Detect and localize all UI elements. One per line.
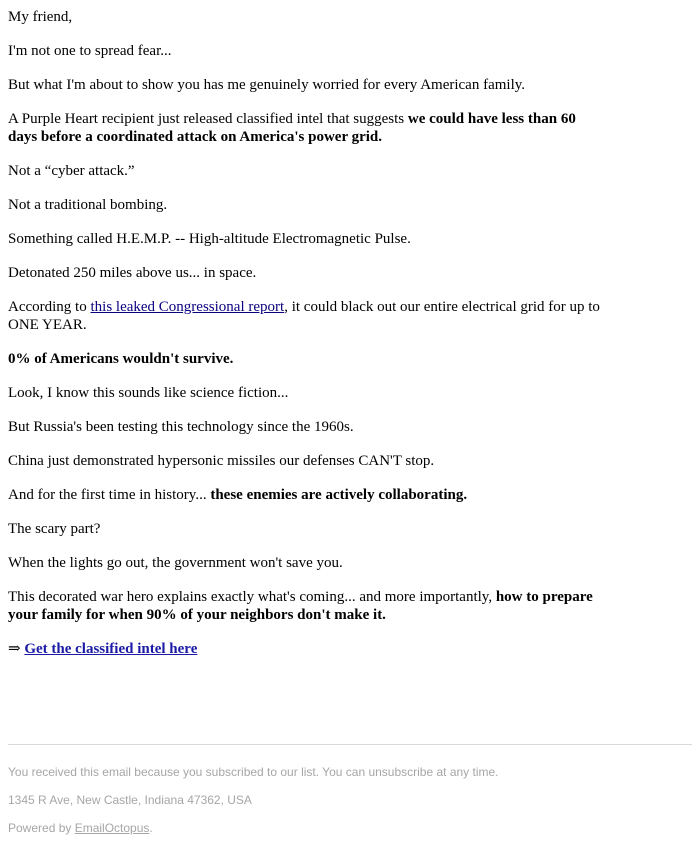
paragraph-collaborating [8,486,608,504]
paragraph-purple-heart-bold: we could have less than 60 days before a coordinated attack on America's power grid. [8,111,576,145]
paragraph-china: China just demonstrated hypersonic missiles our defenses CAN'T stop. [8,453,435,469]
paragraph-not-bombing: Not a traditional bombing. [8,197,168,213]
emailoctopus-link[interactable]: EmailOctopus [74,821,150,835]
paragraph-collaborating-bold: these enemies are actively collaborating. [210,487,468,503]
paragraph-not-cyber: Not a “cyber attack.” [8,163,135,179]
classified-intel-link[interactable]: Get the classified intel here [24,641,198,657]
greeting: My friend, [8,9,73,25]
paragraph-war-hero-pre: This decorated war hero explains exactly what's coming... and more importantly, [8,589,496,605]
email-body [8,8,608,674]
paragraph-report-post: , it could black out our entire electrical grid for up to ONE YEAR. [8,299,600,333]
paragraph-war-hero [8,588,608,624]
paragraph-collaborating-pre: And for the first time in history... [8,487,211,503]
paragraph-science-fiction: Look, I know this sounds like science fiction... [8,385,289,401]
congressional-report-link[interactable]: this leaked Congressional report [90,299,285,315]
paragraph-hemp: Something called H.E.M.P. -- High-altitude Electromagnetic Pulse. [8,231,411,247]
paragraph-report-pre: According to [8,299,91,315]
paragraph-lights-out: When the lights go out, the government won't save you. [8,555,343,571]
powered-by-suffix: . [149,821,153,835]
paragraph-detonated: Detonated 250 miles above us... in space. [8,265,257,281]
paragraph-war-hero-bold: how to prepare your family for when 90% of your neighbors don't make it. [8,589,593,623]
paragraph-russia: But Russia's been testing this technology since the 1960s. [8,419,354,435]
paragraph-report [8,298,608,334]
email-footer [8,764,692,848]
powered-by-prefix: Powered by [8,821,75,835]
powered-by [8,820,692,836]
subscription-notice: You received this email because you subscribed to our list. You can unsubscribe at any time. [8,765,499,779]
paragraph-purple-heart [8,110,608,146]
paragraph-survive [8,350,608,368]
sender-address: 1345 R Ave, New Castle, Indiana 47362, USA [8,793,252,807]
footer-divider [8,744,692,745]
paragraph-survive-bold: 0% of Americans wouldn't survive. [8,351,234,367]
paragraph-scary-part: The scary part? [8,521,101,537]
right-double-arrow-icon: ⇒ [8,641,21,657]
paragraph-worried: But what I'm about to show you has me genuinely worried for every American family. [8,77,526,93]
paragraph-fear: I'm not one to spread fear... [8,43,172,59]
cta-paragraph [8,640,608,658]
paragraph-purple-heart-text: A Purple Heart recipient just released classified intel that suggests [8,111,408,127]
